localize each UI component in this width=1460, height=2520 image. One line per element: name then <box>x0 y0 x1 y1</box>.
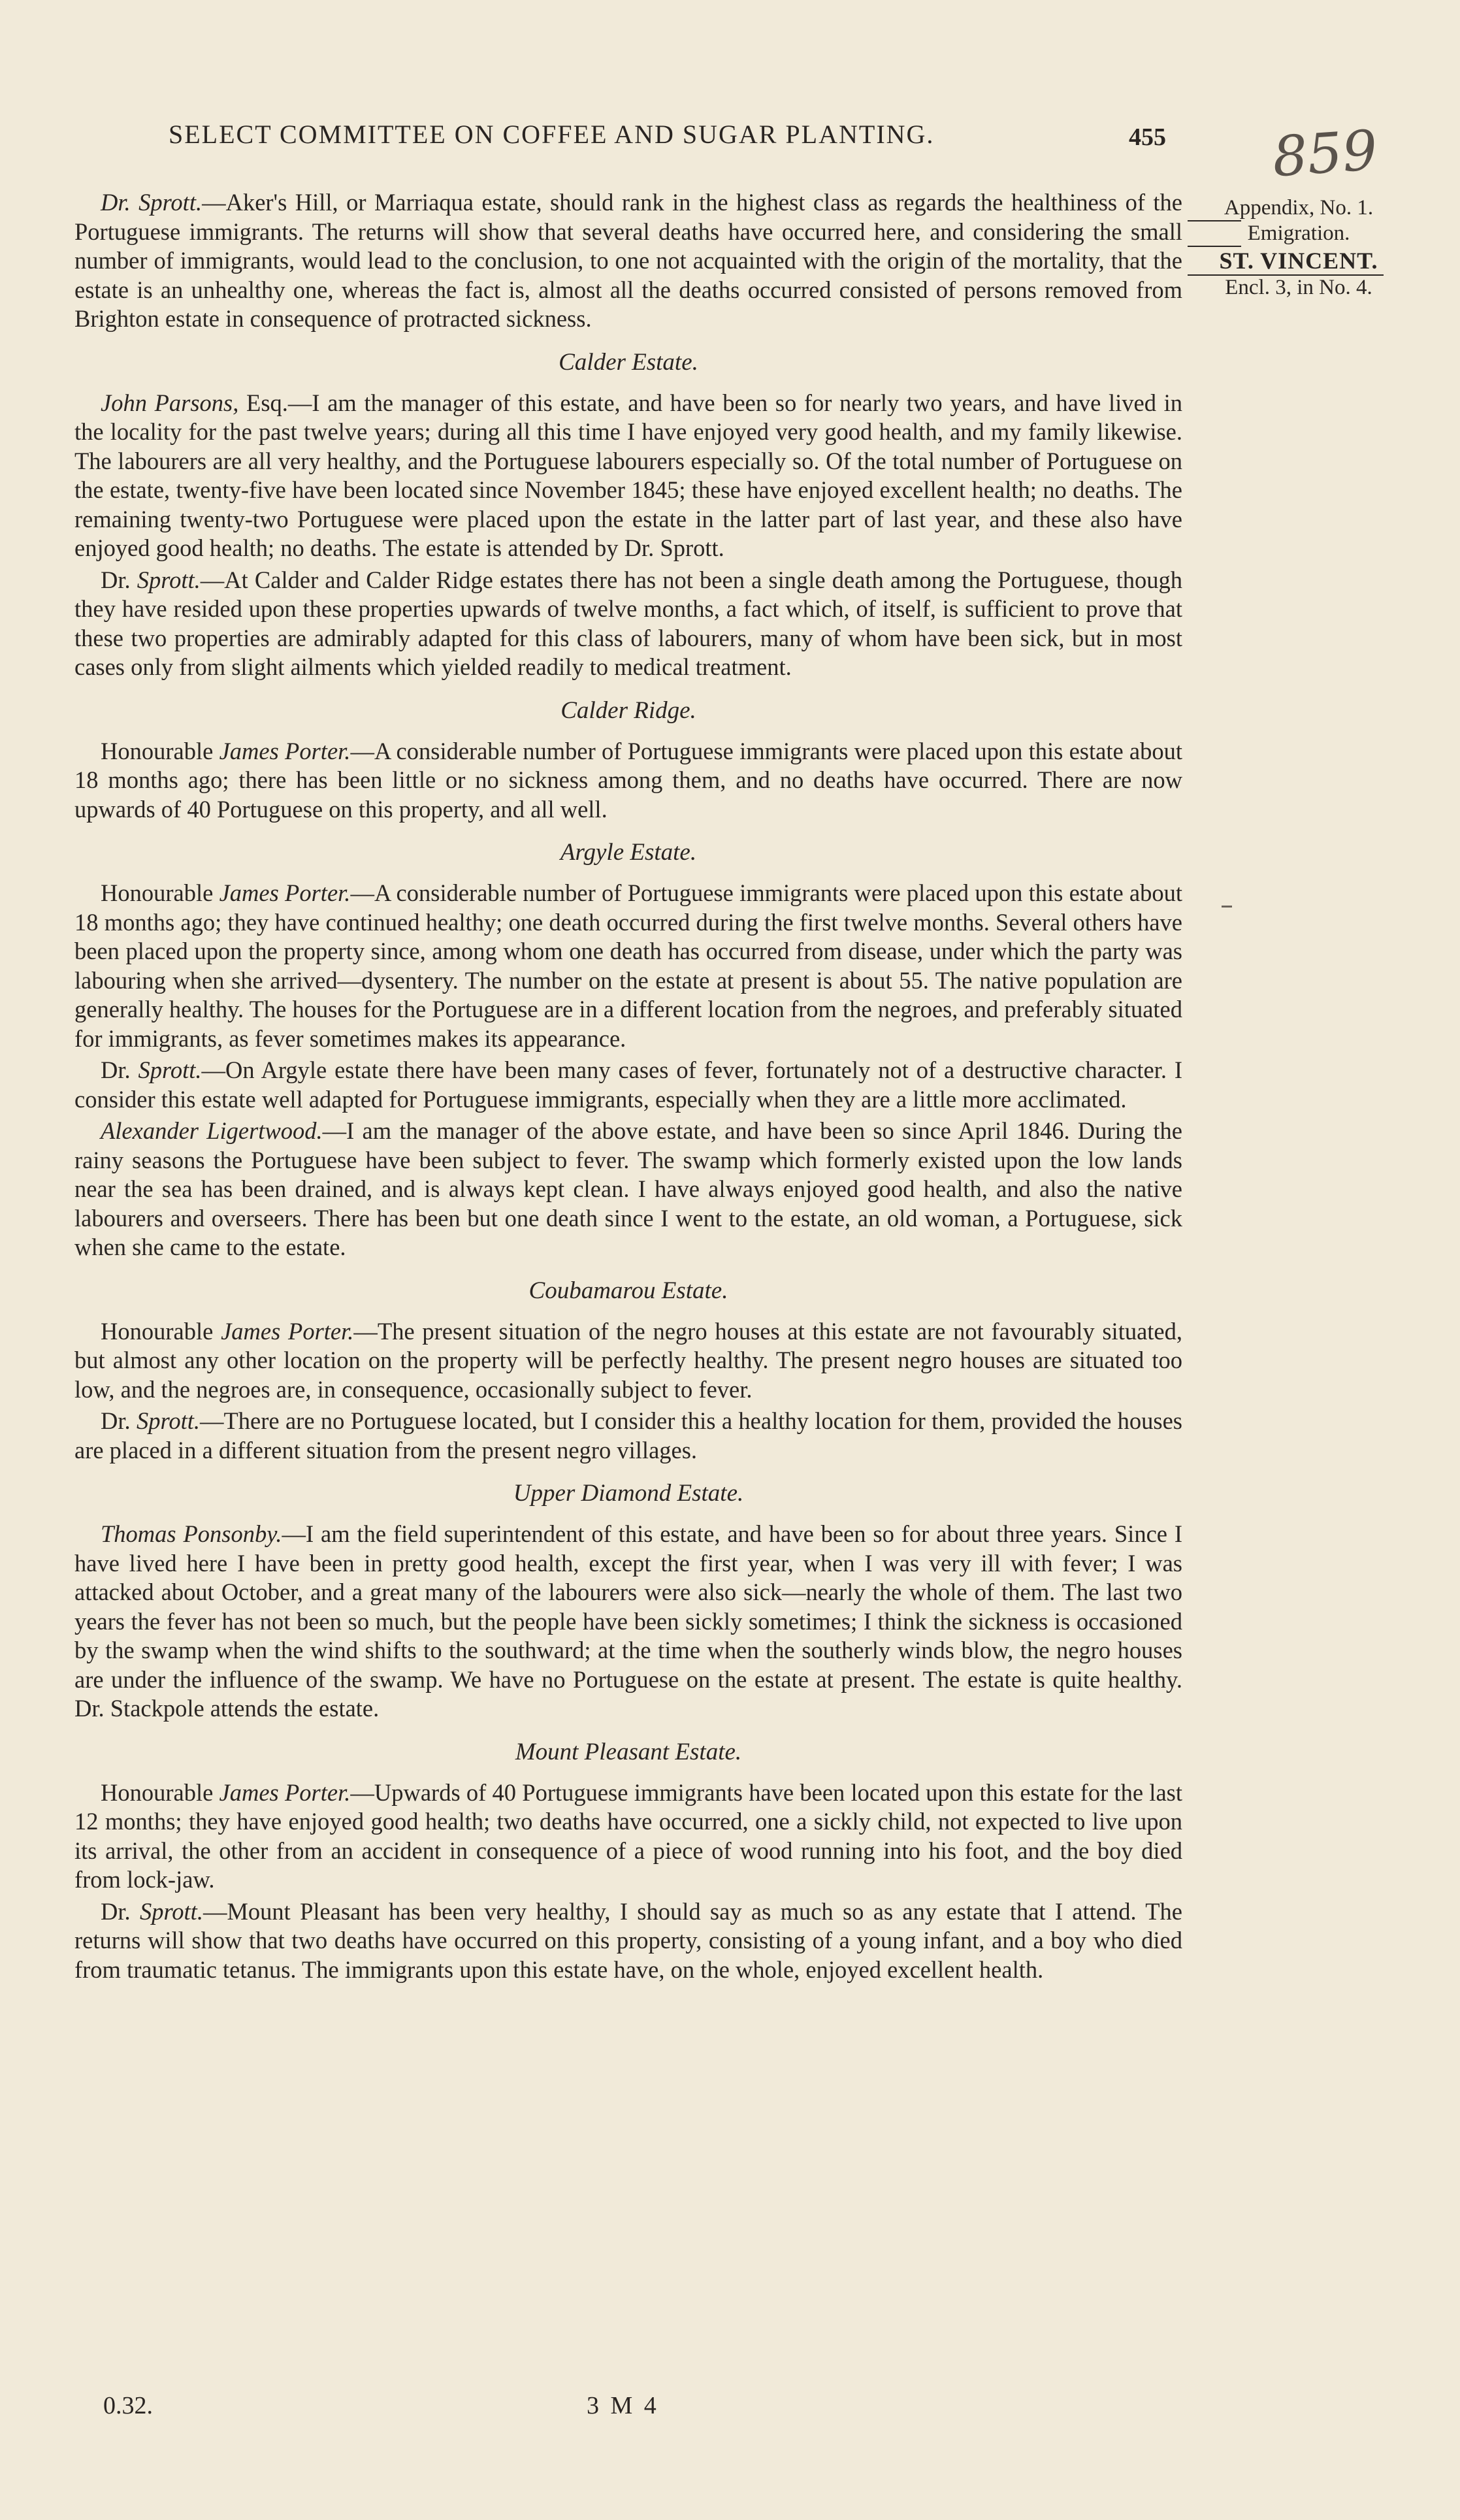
testimony-paragraph <box>74 1056 1182 1114</box>
colony-note: ST. VINCENT. <box>1219 248 1378 274</box>
section-note: Emigration. <box>1247 221 1350 245</box>
handwritten-folio-number: 859 <box>1270 118 1380 189</box>
margin-notes <box>1188 196 1410 300</box>
speaker-prefix: Dr. <box>101 1897 140 1925</box>
speaker-name: James Porter. <box>221 1317 354 1345</box>
speaker-name: Sprott. <box>137 566 201 593</box>
testimony-text: —The present situation of the negro houses at this estate are not favourably situated, but almost any other location on the property will be perfectly healthy. The present negro houses are situated too low, and the negroes are, in consequence, occasionally subject to fever. <box>74 1317 1183 1403</box>
testimony-paragraph <box>74 1778 1182 1895</box>
running-title: SELECT COMMITTEE ON COFFEE AND SUGAR PLANTING. <box>169 120 935 149</box>
testimony-text: —I am the field superintendent of this estate, and have been so for about three years. Since I have lived here I have been in pretty good health, except the first year, when I was very ill with fever; I was attacked about October, and a great many of the labourers were also sick—nearly the whole of them. The last two years the fever has not been so much, but the people have been sickly sometimes; I think the sickness is occasioned by the swamp when the wind shifts to the southward; at the time when the southerly winds blow, the negro houses are under the influence of the swamp. We have no Portuguese on the estate at present. The estate is quite healthy. Dr. Stackpole attends the estate. <box>74 1520 1182 1722</box>
speaker-name: Alexander Ligertwood. <box>101 1117 323 1144</box>
estate-heading: Argyle Estate. <box>560 839 697 866</box>
testimony-text: —There are no Portuguese located, but I consider this a healthy location for them, provided the houses are placed in a different situation from the present negro villages. <box>74 1407 1183 1464</box>
speaker-prefix: Dr. <box>101 1056 138 1083</box>
testimony-text: —At Calder and Calder Ridge estates there has not been a single death among the Portuguese, though they have resided upon these properties upwards of twelve months, a fact which, of itself, is sufficient to prove that these two properties are admirably adapted for this class of labourers, many of whom have been sick, but in most cases only from slight ailments which yielded readily to medical treatment. <box>74 566 1182 680</box>
testimony-paragraph <box>74 879 1182 1053</box>
testimony-text: Esq.—I am the manager of this estate, and have been so for nearly two years, and have lived in the locality for the past twelve years; during all this time I have enjoyed very good health, and my family likewise. The labourers are all very healthy, and the Portuguese labourers especially so. Of the total number of Portuguese on the estate, twenty-five have been located since November 1845; these have enjoyed excellent health; no deaths. The remaining twenty-two Portuguese were placed upon the estate in the latter part of last year, and these also have enjoyed good health; no deaths. The estate is attended by Dr. Sprott. <box>74 389 1182 561</box>
testimony-text: —I am the manager of the above estate, and have been so since April 1846. During the rainy seasons the Portuguese have been subject to fever. The swamp which formerly existed upon the low lands near the sea has been drained, and is always kept clean. I have always enjoyed good health, and also the native labourers and overseers. There has been but one death since I went to the estate, an old woman, a Portuguese, sick when she came to the estate. <box>74 1117 1183 1260</box>
speaker-name: Thomas Ponsonby. <box>101 1520 282 1547</box>
testimony-text: —Mount Pleasant has been very healthy, I should say as much so as any estate that I attend. The returns will show that two deaths have occurred on this property, consisting of a young infant, and a boy who died from traumatic tetanus. The immigrants upon this estate have, on the whole, enjoyed excellent health. <box>74 1897 1183 1983</box>
testimony-text: —A considerable number of Portuguese immigrants were placed upon this estate about 18 months ago; they have continued healthy; one death occurred during the first twelve months. Several others have been placed upon the property since, among whom one death has occurred from disease, under which the party was labouring when she arrived—dysentery. The number on the estate at present is about 55. The native population are generally healthy. The houses for the Portuguese are in a different location from the negroes, and preferably situated for immigrants, as fever sometimes makes its appearance. <box>74 879 1183 1052</box>
testimony-paragraph <box>74 188 1182 334</box>
estate-heading: Mount Pleasant Estate. <box>515 1738 742 1765</box>
estate-heading: Calder Estate. <box>559 348 698 376</box>
testimony-paragraph <box>74 1520 1182 1724</box>
testimony-paragraph <box>74 1407 1182 1465</box>
speaker-prefix: Dr. <box>101 1407 137 1434</box>
speaker-prefix: Honourable <box>101 1317 221 1345</box>
estate-heading: Upper Diamond Estate. <box>513 1480 744 1507</box>
speaker-prefix: Honourable <box>101 879 219 906</box>
speaker-name: Sprott. <box>137 1407 201 1434</box>
speaker-name: James Porter. <box>219 1778 351 1806</box>
main-text <box>74 188 1182 1987</box>
speaker-name: Sprott. <box>138 1056 202 1083</box>
testimony-paragraph <box>74 566 1182 682</box>
testimony-text: —On Argyle estate there have been many cases of fever, fortunately not of a destructive character. I consider this estate well adapted for Portuguese immigrants, especially when they are a little more acclimated. <box>74 1056 1182 1113</box>
speaker-name: John Parsons, <box>101 389 239 416</box>
enclosure-note: Encl. 3, in No. 4. <box>1225 276 1372 299</box>
document-number: 0.32. <box>103 2392 153 2419</box>
testimony-paragraph <box>74 737 1182 825</box>
testimony-paragraph <box>74 1897 1182 1985</box>
speaker-name: Sprott. <box>139 1897 203 1925</box>
speaker-name: James Porter. <box>219 879 351 906</box>
signature-mark: 3 M 4 <box>587 2392 659 2419</box>
speaker-prefix: Honourable <box>101 1778 219 1806</box>
estate-heading: Calder Ridge. <box>560 696 696 724</box>
testimony-paragraph <box>74 389 1182 563</box>
speaker-name: Dr. Sprott. <box>101 189 203 216</box>
speaker-prefix: Honourable <box>101 737 219 764</box>
margin-mark <box>1222 906 1232 908</box>
testimony-paragraph <box>74 1317 1182 1405</box>
estate-heading: Coubamarou Estate. <box>528 1277 728 1304</box>
testimony-paragraph <box>74 1117 1182 1262</box>
testimony-text: —A considerable number of Portuguese immigrants were placed upon this estate about 18 months ago; there has been little or no sickness among them, and no deaths have occurred. There are now upwards of 40 Portuguese on this property, and all well. <box>74 737 1183 823</box>
appendix-note: Appendix, No. 1. <box>1224 196 1374 220</box>
speaker-name: James Porter. <box>219 737 351 764</box>
testimony-text: —Aker's Hill, or Marriaqua estate, should rank in the highest class as regards the healthiness of the Portuguese immigrants. The returns will show that several deaths have occurred here, and considering the small number of immigrants, would lead to the conclusion, to one not acquainted with the origin of the mortality, that the estate is an unhealthy one, whereas the fact is, almost all the deaths occurred consisted of persons removed from Brighton estate in consequence of protracted sickness. <box>74 189 1182 332</box>
page-number: 455 <box>1129 123 1166 151</box>
testimony-text: —Upwards of 40 Portuguese immigrants have been located upon this estate for the last 12 months; they have enjoyed good health; two deaths have occurred, one a sickly child, not expected to live upon its arrival, the other from an accident in consequence of a piece of wood running into his foot, and the boy died from lock-jaw. <box>74 1778 1182 1893</box>
speaker-prefix: Dr. <box>101 566 137 593</box>
